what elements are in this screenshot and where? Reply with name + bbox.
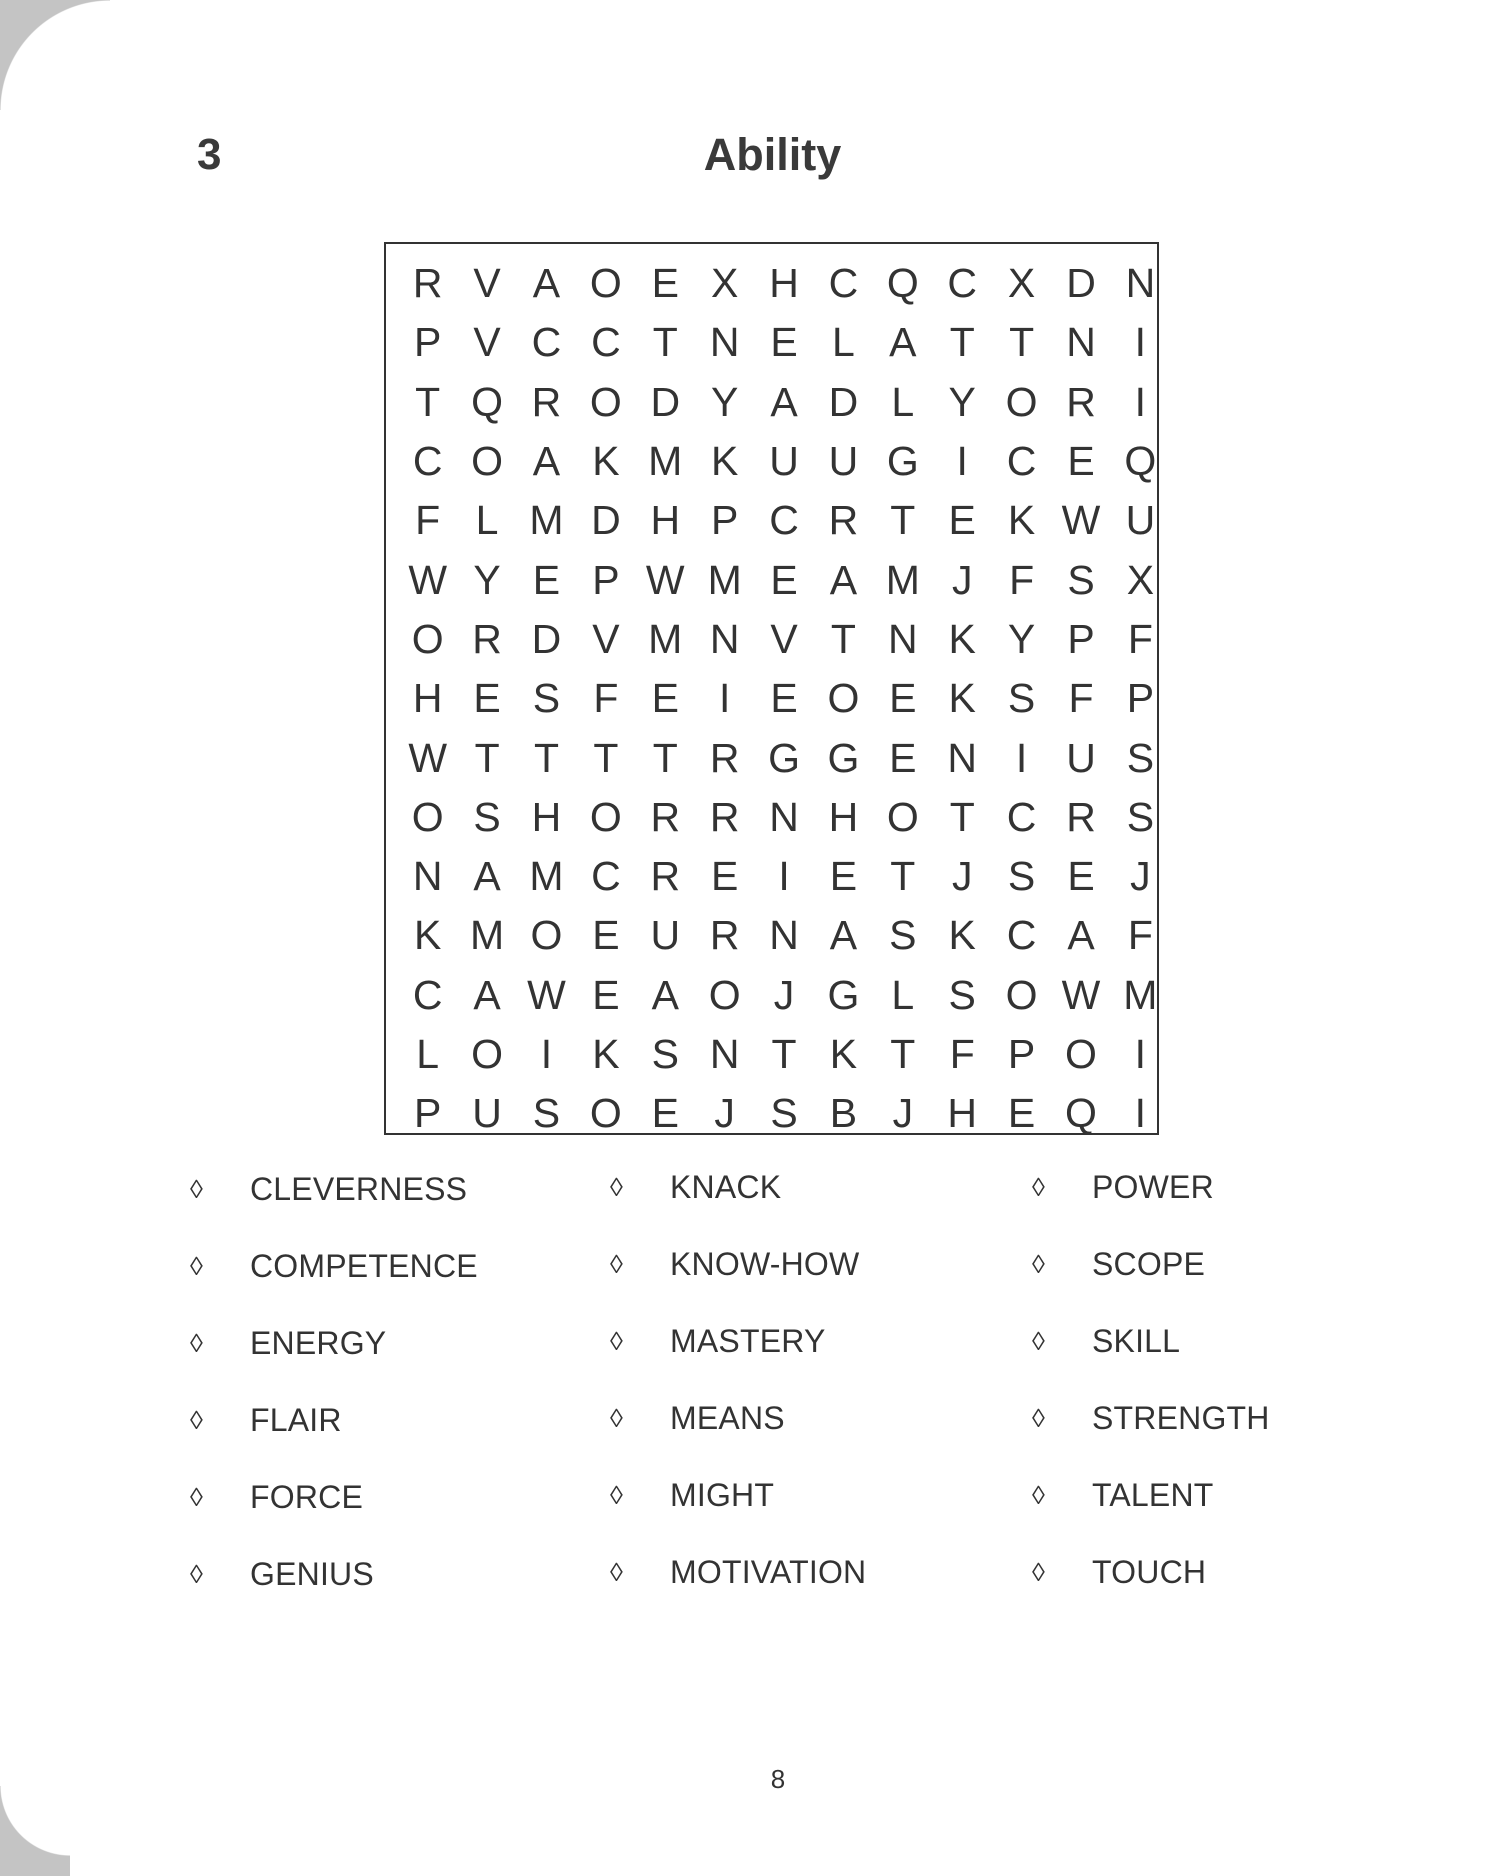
diamond-bullet-icon: ◊ <box>190 1482 203 1512</box>
grid-letter[interactable]: R <box>828 497 859 544</box>
grid-letter[interactable]: C <box>1006 912 1037 959</box>
puzzle-title: Ability <box>703 129 842 180</box>
grid-letter[interactable]: R <box>1066 378 1096 425</box>
grid-letter[interactable]: M <box>529 497 564 544</box>
grid-letter[interactable]: K <box>829 1031 858 1077</box>
grid-letter[interactable]: T <box>533 734 559 781</box>
grid-letter[interactable]: R <box>709 734 740 781</box>
grid-letter[interactable]: X <box>1007 260 1036 307</box>
page-number: 8 <box>770 1764 786 1794</box>
grid-letter[interactable]: I <box>718 675 731 722</box>
grid-letter[interactable]: N <box>947 734 978 781</box>
word-list-item <box>1032 1244 1205 1284</box>
grid-letter[interactable]: A <box>770 378 798 425</box>
grid-letter[interactable]: C <box>412 438 443 485</box>
grid-letter[interactable]: O <box>1065 1031 1097 1077</box>
grid-letter[interactable]: V <box>592 615 620 662</box>
grid-letter[interactable]: T <box>890 1031 916 1077</box>
grid-letter[interactable]: R <box>650 793 681 840</box>
grid-letter[interactable]: C <box>591 319 621 366</box>
grid-letter[interactable]: O <box>589 260 622 307</box>
diamond-bullet-icon: ◊ <box>610 1557 623 1587</box>
word-label: TALENT <box>1092 1477 1214 1513</box>
word-list-item <box>610 1398 785 1438</box>
grid-letter[interactable]: T <box>415 378 441 425</box>
grid-letter[interactable]: P <box>1007 1031 1036 1077</box>
grid-letter[interactable]: R <box>709 912 740 959</box>
grid-letter[interactable]: A <box>473 853 501 900</box>
word-list-item <box>610 1552 866 1592</box>
grid-letter[interactable]: T <box>949 793 975 840</box>
grid-letter[interactable]: R <box>709 793 740 840</box>
grid-letter[interactable]: I <box>1015 734 1028 781</box>
grid-letter[interactable]: O <box>1005 971 1038 1018</box>
grid-letter[interactable]: L <box>891 378 915 425</box>
grid-letter[interactable]: N <box>709 319 740 366</box>
grid-letter[interactable]: A <box>532 260 561 307</box>
grid-letter[interactable]: X <box>1126 556 1155 603</box>
diamond-bullet-icon: ◊ <box>1032 1249 1045 1279</box>
grid-letter[interactable]: W <box>408 734 448 781</box>
grid-letter[interactable]: Y <box>948 378 976 425</box>
word-label: TOUCH <box>1092 1554 1207 1590</box>
grid-letter[interactable]: S <box>532 675 561 722</box>
word-label: FORCE <box>250 1479 363 1515</box>
grid-letter[interactable]: T <box>949 319 975 366</box>
grid-letter[interactable]: U <box>1125 497 1156 544</box>
grid-letter[interactable]: C <box>828 260 859 307</box>
grid-letter[interactable]: Q <box>1065 1090 1097 1137</box>
grid-letter[interactable]: E <box>651 675 679 722</box>
grid-letter[interactable]: R <box>412 260 443 307</box>
word-list-item <box>190 1323 386 1363</box>
grid-letter[interactable]: S <box>770 1090 798 1137</box>
grid-letter[interactable]: C <box>591 853 621 900</box>
grid-letter[interactable]: N <box>1066 319 1096 366</box>
grid-letter[interactable]: D <box>591 497 621 544</box>
grid-letter[interactable]: Y <box>1007 615 1036 662</box>
grid-letter[interactable]: G <box>827 734 860 781</box>
grid-letter[interactable]: H <box>412 675 443 722</box>
grid-letter[interactable]: O <box>589 1090 622 1137</box>
grid-letter[interactable]: J <box>951 556 973 603</box>
grid-letter[interactable]: C <box>1006 438 1037 485</box>
word-label: MIGHT <box>670 1477 775 1513</box>
word-label: STRENGTH <box>1092 1400 1270 1436</box>
grid-letter[interactable]: W <box>1061 971 1101 1018</box>
grid-letter[interactable]: I <box>1134 378 1147 425</box>
grid-letter[interactable]: S <box>1007 675 1036 722</box>
diamond-bullet-icon: ◊ <box>190 1251 203 1281</box>
grid-letter[interactable]: E <box>710 853 739 900</box>
grid-letter[interactable]: E <box>532 556 561 603</box>
grid-letter[interactable]: O <box>411 615 444 662</box>
grid-letter[interactable]: S <box>651 1031 679 1077</box>
grid-letter[interactable]: O <box>589 793 622 840</box>
grid-letter[interactable]: D <box>650 378 681 425</box>
word-label: SKILL <box>1092 1323 1181 1359</box>
grid-letter[interactable]: S <box>948 971 976 1018</box>
grid-letter[interactable]: T <box>1009 319 1035 366</box>
grid-letter[interactable]: A <box>829 912 858 959</box>
grid-letter[interactable]: H <box>531 793 562 840</box>
grid-letter[interactable]: Y <box>710 378 739 425</box>
grid-letter[interactable]: L <box>416 1031 440 1077</box>
grid-letter[interactable]: O <box>827 675 860 722</box>
grid-letter[interactable]: E <box>473 675 501 722</box>
grid-letter[interactable]: S <box>889 912 917 959</box>
grid-letter[interactable]: D <box>1066 260 1096 307</box>
grid-letter[interactable]: E <box>889 734 917 781</box>
grid-letter[interactable]: U <box>472 1090 502 1137</box>
grid-letter[interactable]: C <box>412 971 443 1018</box>
grid-letter[interactable]: N <box>709 1031 740 1077</box>
grid-letter[interactable]: F <box>949 1031 975 1077</box>
grid-letter[interactable]: H <box>828 793 859 840</box>
grid-letter[interactable]: T <box>652 319 678 366</box>
diamond-bullet-icon: ◊ <box>1032 1557 1045 1587</box>
grid-letter[interactable]: P <box>710 497 739 544</box>
diamond-bullet-icon: ◊ <box>610 1480 623 1510</box>
grid-letter[interactable]: V <box>473 260 501 307</box>
grid-letter[interactable]: E <box>651 1090 679 1137</box>
word-list-item <box>190 1554 374 1594</box>
puzzle-number: 3 <box>197 130 222 179</box>
diamond-bullet-icon: ◊ <box>1032 1403 1045 1433</box>
word-list-item <box>610 1167 781 1207</box>
grid-letter[interactable]: W <box>645 556 685 603</box>
grid-letter[interactable]: N <box>888 615 918 662</box>
word-label: MASTERY <box>670 1323 826 1359</box>
grid-letter[interactable]: N <box>769 793 799 840</box>
word-list-item <box>190 1169 467 1209</box>
grid-letter[interactable]: M <box>885 556 920 603</box>
word-list-item <box>610 1244 859 1284</box>
grid-letter[interactable]: F <box>593 675 619 722</box>
grid-letter[interactable]: I <box>1134 1031 1147 1077</box>
grid-letter[interactable]: C <box>947 260 978 307</box>
grid-letter[interactable]: T <box>771 1031 797 1077</box>
grid-letter[interactable]: Y <box>473 556 501 603</box>
grid-letter[interactable]: E <box>770 319 798 366</box>
word-label: FLAIR <box>250 1402 342 1438</box>
word-list-item <box>610 1475 774 1515</box>
word-label: KNACK <box>670 1169 782 1205</box>
grid-letter[interactable]: Q <box>1124 438 1157 485</box>
grid-letter[interactable]: E <box>592 912 620 959</box>
grid-letter[interactable]: N <box>709 615 740 662</box>
diamond-bullet-icon: ◊ <box>610 1172 623 1202</box>
word-search-grid-frame <box>384 242 1159 1135</box>
grid-letter[interactable]: G <box>886 438 919 485</box>
word-list-item <box>610 1321 826 1361</box>
word-label: MEANS <box>670 1400 785 1436</box>
grid-letter[interactable]: A <box>829 556 858 603</box>
diamond-bullet-icon: ◊ <box>610 1249 623 1279</box>
grid-letter[interactable]: E <box>829 853 858 900</box>
grid-letter[interactable]: T <box>830 615 856 662</box>
word-label: KNOW-HOW <box>670 1246 860 1282</box>
diamond-bullet-icon: ◊ <box>190 1174 203 1204</box>
grid-letter[interactable]: O <box>471 438 504 485</box>
grid-letter[interactable]: I <box>540 1031 553 1077</box>
grid-letter[interactable]: K <box>1007 497 1036 544</box>
grid-letter[interactable]: E <box>889 675 917 722</box>
grid-letter[interactable]: E <box>651 260 679 307</box>
grid-letter[interactable]: H <box>947 1090 978 1137</box>
grid-letter[interactable]: W <box>1061 497 1101 544</box>
word-list-item <box>190 1246 478 1286</box>
grid-letter[interactable]: E <box>1067 438 1095 485</box>
grid-letter[interactable]: M <box>648 615 683 662</box>
grid-letter[interactable]: E <box>1007 1090 1036 1137</box>
grid-letter[interactable]: I <box>956 438 968 485</box>
grid-letter[interactable]: P <box>1126 675 1155 722</box>
grid-letter[interactable]: T <box>652 734 678 781</box>
grid-letter[interactable]: T <box>890 853 916 900</box>
grid-letter[interactable]: N <box>412 853 443 900</box>
word-list-item <box>190 1477 363 1517</box>
grid-letter[interactable]: E <box>948 497 976 544</box>
grid-letter[interactable]: I <box>1134 319 1147 366</box>
word-list <box>190 1170 1370 1650</box>
grid-letter[interactable]: J <box>1130 853 1151 900</box>
word-list-item <box>1032 1552 1206 1592</box>
grid-letter[interactable]: O <box>886 793 919 840</box>
grid-letter[interactable]: J <box>892 1090 914 1137</box>
word-label: CLEVERNESS <box>250 1171 468 1207</box>
grid-letter[interactable]: V <box>770 615 798 662</box>
word-list-item <box>1032 1321 1180 1361</box>
grid-letter[interactable]: L <box>832 319 855 366</box>
grid-letter[interactable]: L <box>475 497 499 544</box>
grid-letter[interactable]: U <box>1066 734 1096 781</box>
diamond-bullet-icon: ◊ <box>190 1328 203 1358</box>
grid-letter[interactable]: K <box>948 615 976 662</box>
grid-letter[interactable]: D <box>828 378 859 425</box>
grid-letter[interactable]: C <box>531 319 562 366</box>
grid-letter[interactable]: I <box>1134 1090 1147 1137</box>
grid-letter[interactable]: S <box>1126 734 1155 781</box>
grid-letter[interactable]: O <box>589 378 622 425</box>
grid-letter[interactable]: F <box>1009 556 1035 603</box>
diamond-bullet-icon: ◊ <box>190 1405 203 1435</box>
grid-letter[interactable]: X <box>710 260 739 307</box>
grid-letter[interactable]: J <box>951 853 973 900</box>
grid-letter[interactable]: R <box>472 615 502 662</box>
grid-letter[interactable]: F <box>1127 912 1153 959</box>
grid-letter[interactable]: W <box>527 971 566 1018</box>
grid-letter[interactable]: A <box>473 971 501 1018</box>
grid-letter[interactable]: D <box>531 615 562 662</box>
grid-letter[interactable]: H <box>769 260 799 307</box>
grid-letter[interactable]: C <box>769 497 799 544</box>
page-corner-shadow <box>0 0 110 110</box>
grid-letter[interactable]: G <box>827 971 860 1018</box>
grid-letter[interactable]: N <box>1125 260 1156 307</box>
grid-letter[interactable]: N <box>769 912 799 959</box>
grid-letter[interactable]: J <box>714 1090 735 1137</box>
grid-letter[interactable]: E <box>1067 853 1095 900</box>
word-label: POWER <box>1092 1169 1214 1205</box>
page-corner-shadow <box>0 1786 70 1876</box>
grid-letter[interactable]: U <box>828 438 859 485</box>
grid-letter[interactable]: K <box>592 438 620 485</box>
grid-letter[interactable]: A <box>651 971 679 1018</box>
word-label: COMPETENCE <box>250 1248 478 1284</box>
diamond-bullet-icon: ◊ <box>190 1559 203 1589</box>
grid-letter[interactable]: I <box>778 853 790 900</box>
grid-letter[interactable]: R <box>1066 793 1096 840</box>
grid-letter[interactable]: O <box>411 793 444 840</box>
grid-letter[interactable]: P <box>414 1090 442 1137</box>
word-list-item <box>1032 1398 1270 1438</box>
grid-letter[interactable]: P <box>592 556 620 603</box>
word-list-item <box>190 1400 342 1440</box>
grid-letter[interactable]: M <box>470 912 505 959</box>
grid-letter[interactable]: H <box>650 497 681 544</box>
grid-letter[interactable]: S <box>532 1090 561 1137</box>
diamond-bullet-icon: ◊ <box>610 1403 623 1433</box>
grid-letter[interactable]: R <box>531 378 562 425</box>
grid-letter[interactable]: O <box>1005 378 1038 425</box>
grid-letter[interactable]: L <box>891 971 915 1018</box>
word-label: GENIUS <box>250 1556 374 1592</box>
grid-letter[interactable]: O <box>471 1031 504 1077</box>
grid-letter[interactable]: C <box>1006 793 1037 840</box>
word-search-grid <box>398 254 1170 1143</box>
grid-letter[interactable]: T <box>593 734 619 781</box>
grid-letter[interactable]: F <box>1127 615 1153 662</box>
grid-letter[interactable]: M <box>529 853 564 900</box>
grid-letter[interactable]: G <box>768 734 800 781</box>
grid-letter[interactable]: E <box>592 971 620 1018</box>
grid-letter[interactable]: S <box>1067 556 1095 603</box>
grid-letter[interactable]: F <box>1068 675 1094 722</box>
grid-letter[interactable]: S <box>473 793 501 840</box>
grid-letter[interactable]: K <box>710 438 739 485</box>
diamond-bullet-icon: ◊ <box>610 1326 623 1356</box>
word-list-item <box>1032 1475 1214 1515</box>
diamond-bullet-icon: ◊ <box>1032 1172 1045 1202</box>
grid-letter[interactable]: K <box>414 912 442 959</box>
grid-letter[interactable]: B <box>829 1090 858 1137</box>
grid-letter[interactable]: S <box>1126 793 1155 840</box>
diamond-bullet-icon: ◊ <box>1032 1326 1045 1356</box>
grid-letter[interactable]: O <box>708 971 741 1018</box>
grid-letter[interactable]: J <box>773 971 795 1018</box>
grid-letter[interactable]: A <box>889 319 917 366</box>
grid-letter[interactable]: K <box>592 1031 620 1077</box>
grid-letter[interactable]: U <box>769 438 799 485</box>
word-list-item <box>1032 1167 1214 1207</box>
grid-letter[interactable]: A <box>1067 912 1095 959</box>
diamond-bullet-icon: ◊ <box>1032 1480 1045 1510</box>
grid-letter[interactable]: E <box>770 675 798 722</box>
grid-letter[interactable]: K <box>948 675 976 722</box>
grid-letter[interactable]: E <box>770 556 798 603</box>
grid-letter[interactable]: U <box>650 912 681 959</box>
word-label: ENERGY <box>250 1325 387 1361</box>
grid-letter[interactable]: P <box>1067 615 1095 662</box>
grid-letter[interactable]: Q <box>886 260 919 307</box>
grid-letter[interactable]: T <box>474 734 500 781</box>
grid-letter[interactable]: S <box>1007 853 1036 900</box>
grid-letter[interactable]: V <box>473 319 501 366</box>
grid-letter[interactable]: M <box>648 438 683 485</box>
grid-letter[interactable]: K <box>948 912 976 959</box>
grid-letter[interactable]: F <box>415 497 441 544</box>
grid-letter[interactable]: Q <box>471 378 504 425</box>
grid-letter[interactable]: T <box>890 497 916 544</box>
grid-letter[interactable]: O <box>530 912 563 959</box>
grid-letter[interactable]: A <box>532 438 561 485</box>
grid-letter[interactable]: W <box>408 556 448 603</box>
grid-letter[interactable]: R <box>650 853 681 900</box>
grid-letter[interactable]: M <box>1123 971 1158 1018</box>
word-label: MOTIVATION <box>670 1554 867 1590</box>
word-label: SCOPE <box>1092 1246 1206 1282</box>
grid-letter[interactable]: P <box>414 319 442 366</box>
grid-letter[interactable]: M <box>707 556 742 603</box>
